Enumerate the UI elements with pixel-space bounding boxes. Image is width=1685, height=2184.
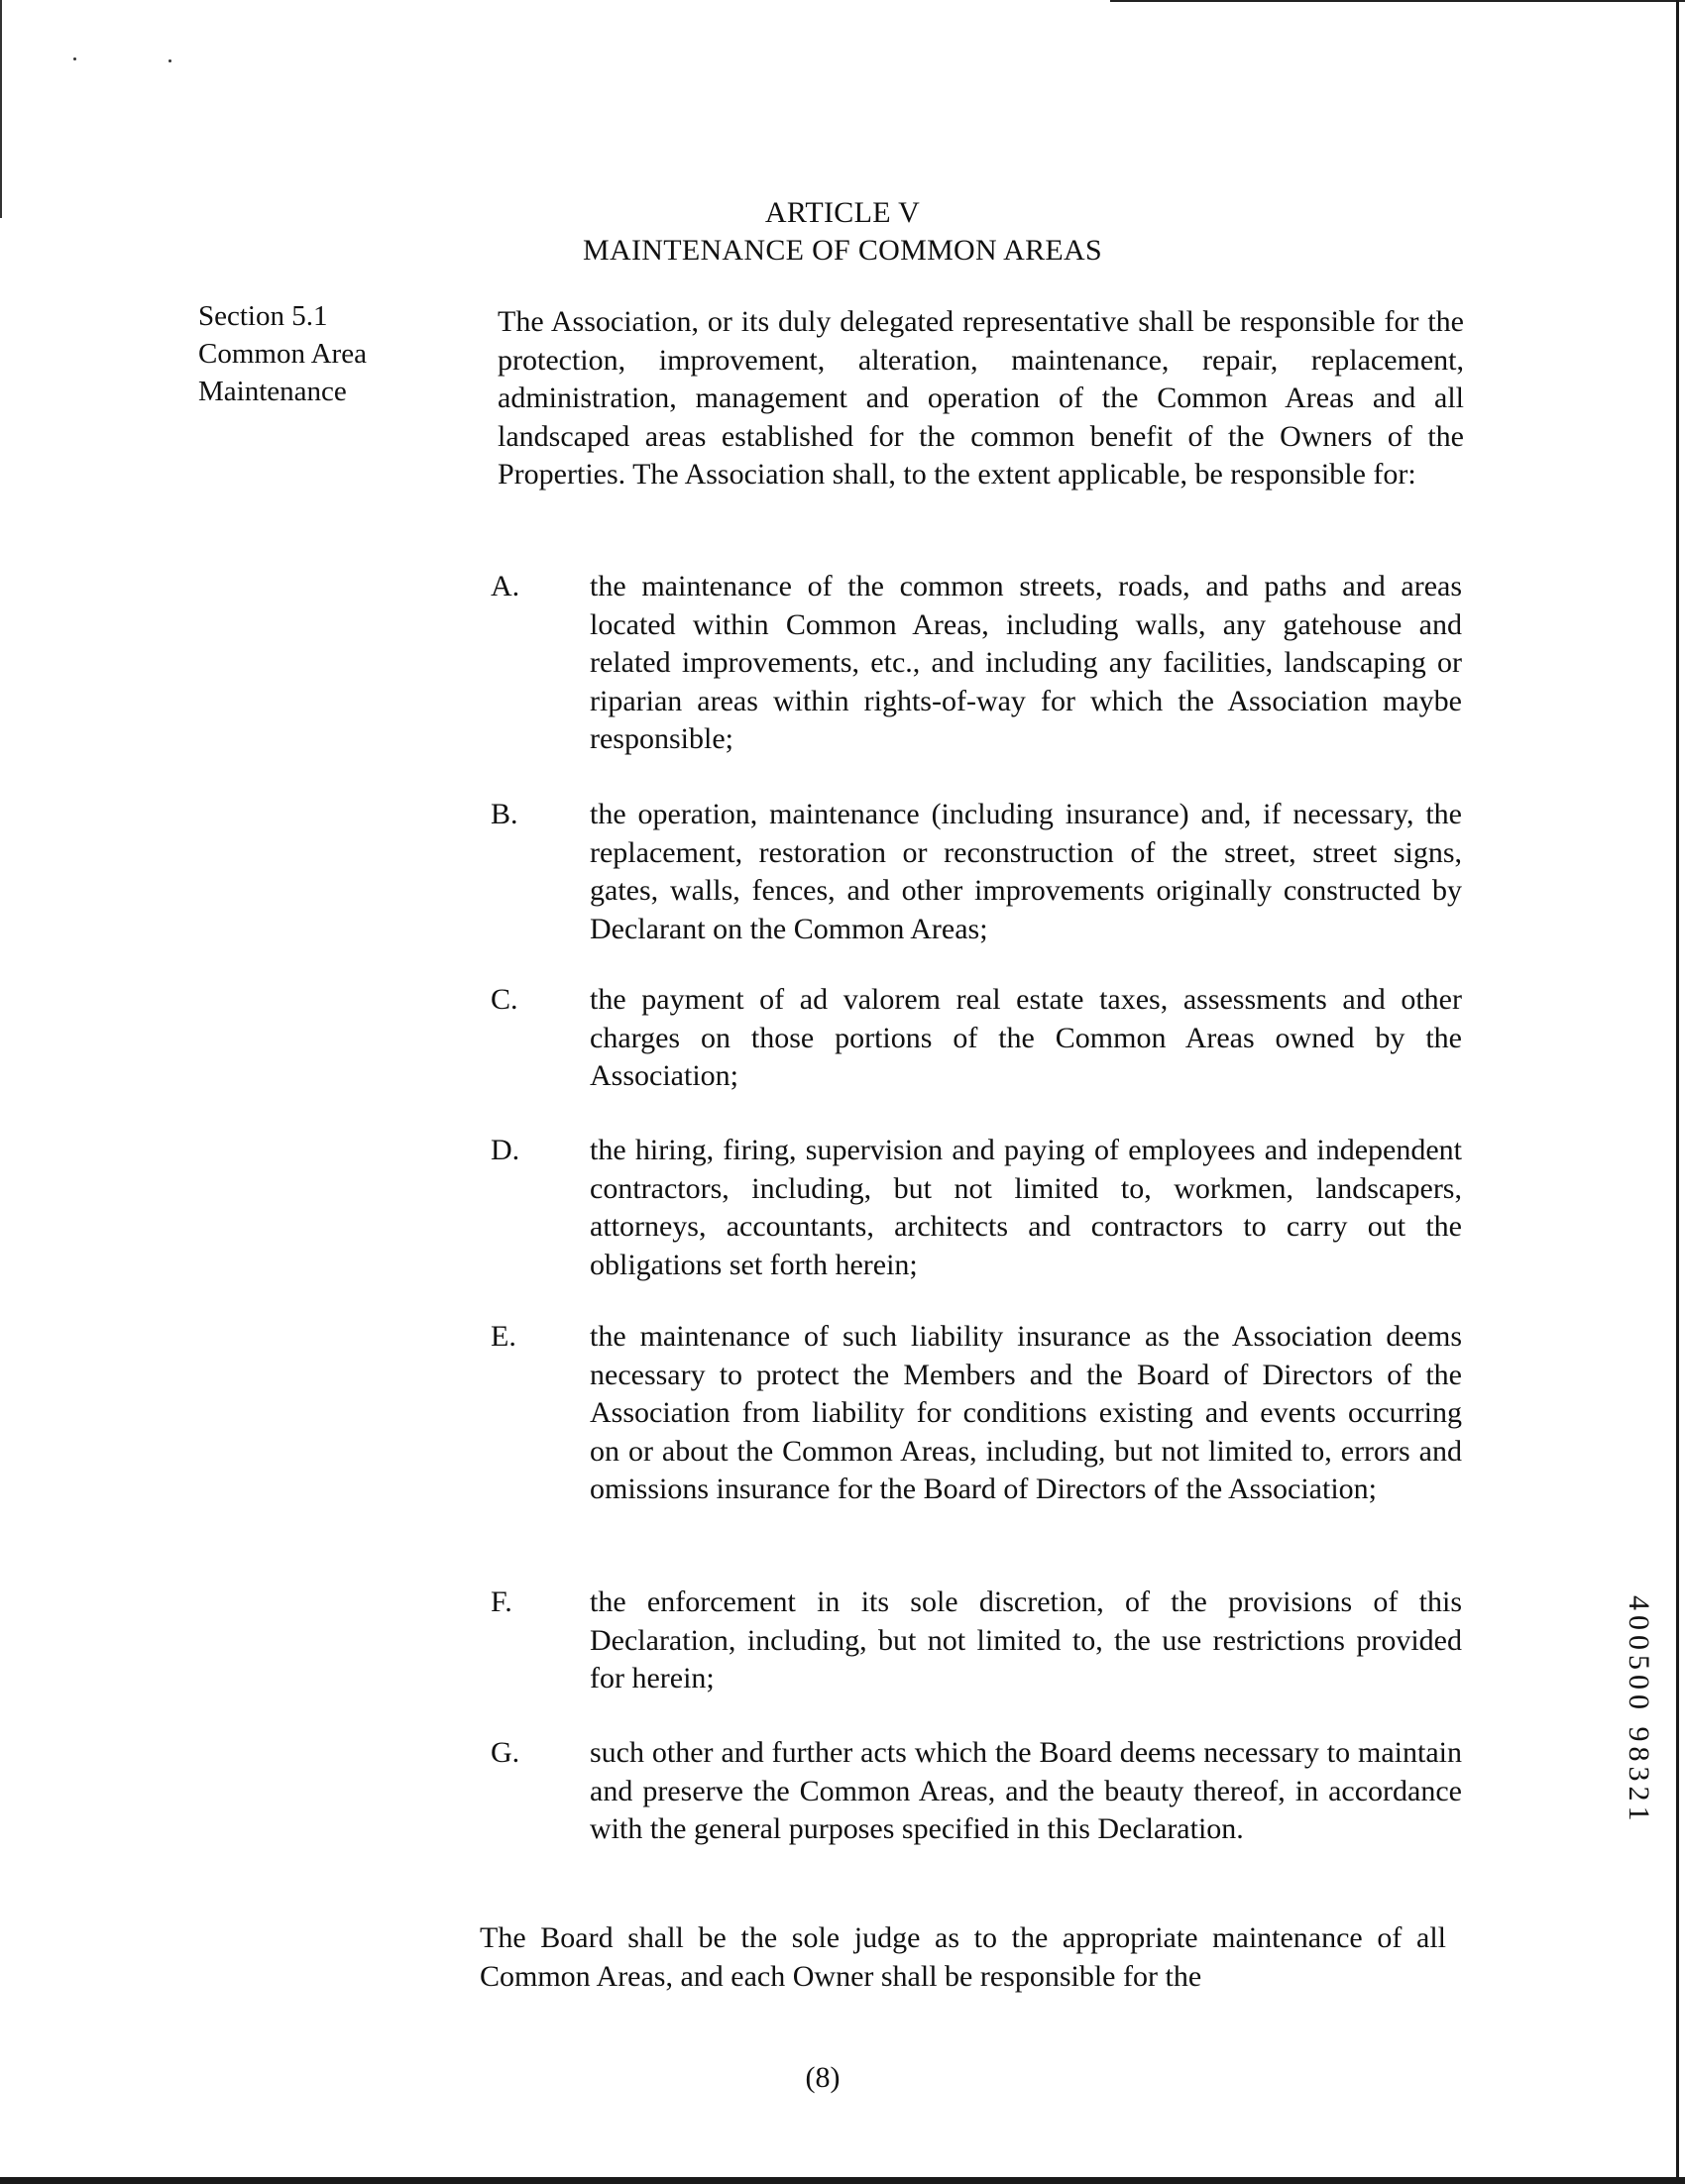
list-item-letter: E.: [491, 1320, 516, 1353]
article-title: MAINTENANCE OF COMMON AREAS: [583, 234, 1102, 267]
list-item-text: the operation, maintenance (including insurance) and, if necessary, the replacement, restoration or reconstruction of the street, street signs, gates, walls, fences, and other improvements originally constructed by Declarant on the Common Areas;: [590, 798, 1462, 945]
scan-border-top: [1110, 0, 1685, 2]
list-item-text: the hiring, firing, supervision and paying of employees and independent contractors, including, but not limited to, workmen, landscapers, attorneys, accountants, architects and contractors to carry out the obligations set forth herein;: [590, 1134, 1462, 1281]
list-item-letter: B.: [491, 798, 518, 830]
scan-border-bottom: [0, 2177, 1685, 2184]
list-item-letter: C.: [491, 983, 518, 1016]
section-number: Section 5.1: [198, 300, 328, 332]
section-caption-line-2: Maintenance: [198, 376, 347, 407]
document-number: [1622, 1595, 1661, 1883]
intro-paragraph: The Association, or its duly delegated representative shall be responsible for the protection, improvement, alteration, maintenance, repair, replacement, administration, management and operation of the Common Areas and all landscaped areas established for the common benefit of the Owners of the Properties. The Association shall, to the extent applicable, be responsible for:: [498, 305, 1464, 491]
list-item-text: such other and further acts which the Board deems necessary to maintain and preserve the Common Areas, and the beauty thereof, in accordance with the general purposes specified in this Declaration.: [590, 1736, 1462, 1845]
list-item-letter: G.: [491, 1736, 520, 1769]
section-caption-line-1: Common Area: [198, 338, 367, 370]
list-item-text: the enforcement in its sole discretion, of the provisions of this Declaration, including, but not limited to, the use restrictions provided for herein;: [590, 1585, 1462, 1694]
list-item-letter: D.: [491, 1134, 520, 1166]
scan-border-right: [1676, 0, 1679, 2184]
list-item-letter: A.: [491, 570, 520, 602]
scan-speck: [168, 59, 171, 62]
list-item-text: the maintenance of such liability insurance as the Association deems necessary to protect the Members and the Board of Directors of the Association from liability for conditions existing and events occurring on or about the Common Areas, including, but not limited to, errors and omissions insurance for the Board of Directors of the Association;: [590, 1320, 1462, 1505]
list-item-text: the payment of ad valorem real estate taxes, assessments and other charges on those portions of the Common Areas owned by the Association;: [590, 983, 1462, 1092]
list-item-text: the maintenance of the common streets, roads, and paths and areas located within Common Areas, including walls, any gatehouse and related improvements, etc., and including any facilities, landscaping or riparian areas within rights-of-way for which the Association maybe responsible;: [590, 570, 1462, 755]
article-number: ARTICLE V: [764, 196, 921, 229]
section-margin-note: [198, 297, 367, 410]
article-heading: [0, 194, 1685, 270]
scan-border-left: [0, 0, 2, 218]
page-number: (8): [805, 2061, 841, 2094]
list-item-letter: F.: [491, 1585, 512, 1618]
closing-paragraph: The Board shall be the sole judge as to the appropriate maintenance of all Common Areas, and each Owner shall be responsible for the: [480, 1921, 1446, 1993]
document-number-text: 400500 98321: [1623, 1595, 1655, 1826]
scan-speck: [73, 57, 76, 60]
